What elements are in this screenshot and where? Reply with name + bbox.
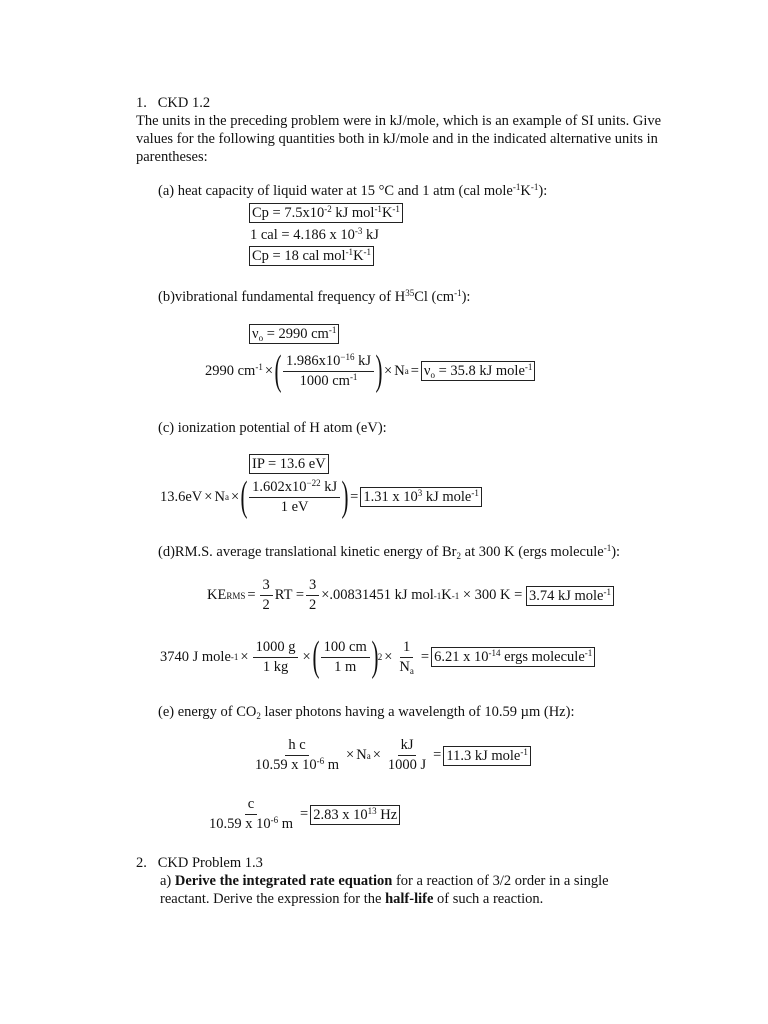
part-e-result-2-box: 2.83 x $10^{13}$ Hz xyxy=(310,805,400,825)
part-d-result-2-box: 6.21 x $10^{-14}$ ergs molecule$^{-1}$ xyxy=(431,647,595,667)
part-e-energy-equation: $\frac{\text{h c}}{10.59 x 10^{-6} m}$ × N a × $\frac{kJ}{1000 J}$ = 11.3 kJ mole$^{-1}$ xyxy=(250,737,531,774)
part-c-result-box: 1.31 x $10^3$ kJ mole$^{-1}$ xyxy=(360,487,482,507)
problem-2-number: 2. xyxy=(136,855,147,871)
part-c-ip-box: IP = 13.6 eV xyxy=(249,454,329,474)
part-b-result-box: $\nu_o = 35.8$ kJ mole$^{-1}$ xyxy=(421,361,536,381)
part-e-question: (e) energy of $CO_2$ laser photons having a wavelength of 10.59 µm (Hz): xyxy=(158,704,575,721)
problem-1-intro: The units in the preceding problem were in kJ/mole, which is an example of SI units. Give values for the following quantities both in kJ/mole and in the indicated alternative units in parentheses: xyxy=(136,113,662,166)
problem-2-heading xyxy=(136,854,263,872)
part-d-result-1-box: 3.74 kJ mole$^{-1}$ xyxy=(526,586,614,606)
problem-2-title: CKD Problem 1.3 xyxy=(157,855,263,871)
part-a-question: (a) heat capacity of liquid water at 15 °C and 1 atm (cal $mole^{-1}K^{-1}$): xyxy=(158,182,548,199)
part-a-cp-cal-box: Cp = 18 cal $mol^{-1}K^{-1}$ xyxy=(249,246,374,266)
problem-2-part-a: a) Derive the integrated rate equation for a reaction of 3/2 order in a single reactant. Derive the expression for the half-life of such a reaction. xyxy=(160,873,609,908)
part-b-nu-box: $\nu_o = 2990$ $cm^{-1}$ xyxy=(249,324,339,344)
problem-1-title: CKD 1.2 xyxy=(157,95,211,111)
part-c-question: (c) ionization potential of H atom (eV): xyxy=(158,420,387,436)
part-d-ke-equation: KE RMS = $\frac{3}{2}$ RT = $\frac{3}{2}$ ×.00831451 kJ mol -1 K -1 × 300 K = 3.74 kJ mole$^{-1}$ xyxy=(207,577,614,614)
part-d-question: (d)RM.S. average translational kinetic energy of $Br_2$ at 300 K (ergs molecule$^{-1}$): xyxy=(158,543,621,561)
part-c-fraction: $\frac{1.602x10^{-22} kJ}{1 eV}$ xyxy=(249,479,340,516)
problem-1-heading xyxy=(136,94,210,112)
part-a-cal-conversion: 1 cal = 4.186 x $10^{-3}$ kJ xyxy=(250,226,379,243)
part-e-frequency-equation: $\frac{c}{10.59 x 10^{-6} m}$ = 2.83 x $10^{13}$ Hz xyxy=(204,796,400,833)
part-a-cp-kj-box: $Cp = 7.5x10^{-2}$ kJ $mol^{-1}K^{-1}$ xyxy=(249,203,403,223)
part-d-conversion-equation: 3740 J mole -1 × $\frac{1000 g}{1 kg}$ × ( $\frac{100 cm}{1 m}$ ) 2 × $\frac{1}{N_a}$ = 6.21 x $10^{-14}$ ergs molecule$^{-1}$ xyxy=(160,636,595,678)
part-b-lhs: 2990 $cm^{-1}$ xyxy=(205,361,263,379)
part-b-question: (b)vibrational fundamental frequency of $H^{35}Cl$ $(cm^{-1})$: xyxy=(158,288,471,305)
problem-1-number: 1. xyxy=(136,95,147,111)
part-b-conversion-equation: 2990 $cm^{-1}$ × ( $\frac{1.986x10^{-16} kJ}{1000 cm^{-1}}$ ) × N a = $\nu_o = 35.8$ kJ mole$^{-1}$ xyxy=(205,350,535,392)
part-b-fraction: $\frac{1.986x10^{-16} kJ}{1000 cm^{-1}}$ xyxy=(283,353,374,390)
part-c-conversion-equation: 13.6eV × N a × ( $\frac{1.602x10^{-22} kJ}{1 eV}$ ) = 1.31 x $10^3$ kJ mole$^{-1}$ xyxy=(160,476,482,518)
part-e-result-1-box: 11.3 kJ mole$^{-1}$ xyxy=(443,746,530,766)
